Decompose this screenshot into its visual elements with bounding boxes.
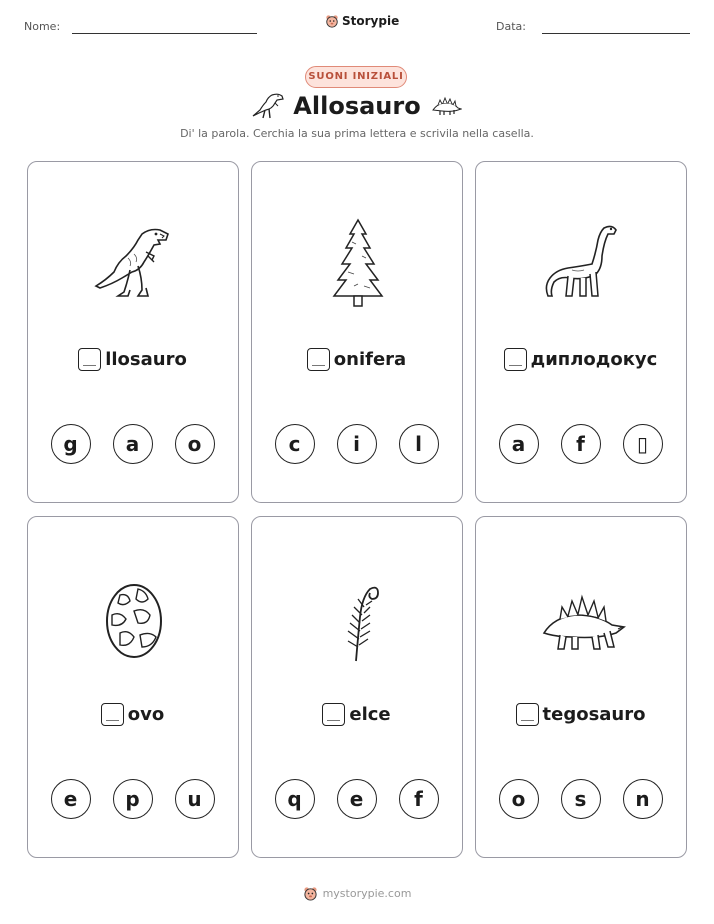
card-3	[475, 161, 687, 503]
letter-choices	[252, 779, 461, 819]
card-6	[475, 516, 687, 858]
letter-choice[interactable]: o	[175, 424, 215, 464]
card-4	[27, 516, 239, 858]
letter-choice[interactable]: i	[337, 424, 377, 464]
letter-choice[interactable]: o	[499, 779, 539, 819]
date-line[interactable]	[542, 33, 690, 34]
letter-choice[interactable]: l	[399, 424, 439, 464]
footer-site-link[interactable]: mystorypie.com	[322, 887, 412, 900]
storypie-logo-icon	[325, 14, 339, 28]
word-row	[252, 703, 461, 726]
brand-name: Storypie	[342, 14, 400, 28]
page-title: Allosauro	[293, 92, 421, 120]
date-label: Data:	[496, 20, 526, 33]
answer-box[interactable]	[516, 703, 539, 726]
letter-choice[interactable]: f	[399, 779, 439, 819]
answer-box[interactable]	[307, 348, 330, 371]
footer	[0, 886, 714, 901]
letter-choice[interactable]: c	[275, 424, 315, 464]
word-row	[476, 348, 685, 371]
letter-choices	[252, 424, 461, 464]
card-2	[251, 161, 463, 503]
partial-word: onifera	[333, 349, 407, 370]
letter-choice[interactable]: s	[561, 779, 601, 819]
word-row	[476, 703, 685, 726]
card-1	[27, 161, 239, 503]
partial-word: диплодокус	[530, 349, 658, 370]
long-neck-dinosaur-icon	[532, 212, 632, 312]
letter-choice[interactable]: n	[623, 779, 663, 819]
letter-choices	[28, 424, 237, 464]
letter-choices	[476, 424, 685, 464]
storypie-logo-icon	[303, 886, 318, 901]
letter-choices	[476, 779, 685, 819]
name-label: Nome:	[24, 20, 61, 33]
instructions: Di' la parola. Cerchia la sua prima lettera e scrivila nella casella.	[180, 127, 534, 140]
partial-word: tegosauro	[542, 704, 646, 725]
letter-choices	[28, 779, 237, 819]
word-row	[252, 348, 461, 371]
word-row	[28, 348, 237, 371]
word-row	[28, 703, 237, 726]
t-rex-icon	[84, 212, 184, 312]
stegosaurus-icon	[532, 567, 632, 667]
letter-choice[interactable]: ▯	[623, 424, 663, 464]
name-line[interactable]	[72, 33, 257, 34]
stegosaurus-icon	[430, 96, 462, 116]
pine-tree-icon	[308, 212, 408, 312]
partial-word: ovo	[127, 704, 165, 725]
answer-box[interactable]	[322, 703, 345, 726]
letter-choice[interactable]: u	[175, 779, 215, 819]
partial-word: llosauro	[105, 349, 187, 370]
letter-choice[interactable]: q	[275, 779, 315, 819]
letter-choice[interactable]: f	[561, 424, 601, 464]
letter-choice[interactable]: e	[337, 779, 377, 819]
answer-box[interactable]	[78, 348, 101, 371]
partial-word: elce	[349, 704, 391, 725]
dinosaur-egg-icon	[84, 567, 184, 667]
letter-choice[interactable]: p	[113, 779, 153, 819]
card-5	[251, 516, 463, 858]
brand	[325, 14, 399, 28]
letter-choice[interactable]: a	[499, 424, 539, 464]
letter-choice[interactable]: e	[51, 779, 91, 819]
answer-box[interactable]	[504, 348, 527, 371]
fern-icon	[308, 567, 408, 667]
letter-choice[interactable]: a	[113, 424, 153, 464]
category-badge: SUONI INIZIALI	[305, 66, 407, 88]
letter-choice[interactable]: g	[51, 424, 91, 464]
answer-box[interactable]	[101, 703, 124, 726]
